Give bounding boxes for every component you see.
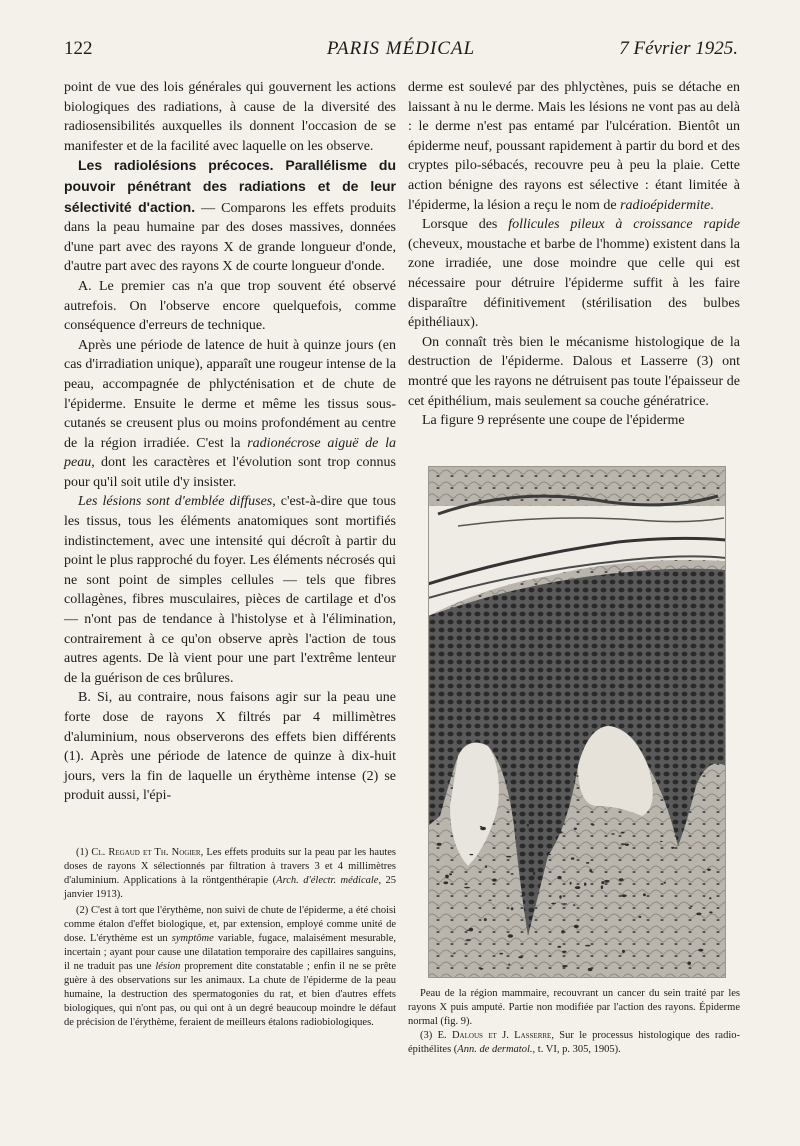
paragraph: B. Si, au contraire, nous faisons agir sur la peau une forte dose de rayons X filtrés par 4 millimètres d'aluminium, nous observerons des effets bien différents (1). Après une période de latence de quinze à dix-huit jours, vers la fin de laquelle un érythème intense (2) se produit aussi, l'épi-: [64, 690, 396, 804]
paragraph: Après une période de latence de huit à quinze jours (en cas d'irradiation unique), apparaît une rougeur intense de la peau, accompagnée de phlycténisation et de chute de l'épiderme. Ensuite le derme et même les tissus sous-cutanés se creusent plus ou moins profondément au centre de la région irradiée. C'est la radionécrose aiguë de la peau, dont les caractères et l'évolution sont trop connus pour qu'il soit utile d'y insister.: [64, 337, 396, 490]
page-header: [64, 38, 738, 68]
figure-caption: Peau de la région mammaire, recouvrant un cancer du sein traité par les rayons X puis amputé. Partie non modifiée par l'action des rayons. Épiderme normal (fig. 9).: [408, 988, 740, 1027]
emphasis: radioépidermite: [620, 197, 711, 213]
paragraph: derme est soulevé par des phlyctènes, puis se détache en laissant à nu le derme. Mais les lésions ne vont pas au delà : le derme n'est pas entamé par l'ulcération. Bientôt un épiderme neuf, poussant rapidement à partir du bord et des cryptes pilo-sébacés, recouvre peu à peu la plaie. Cette action bénigne des rayons est sélective : étant limitée à l'épiderme, la lésion a reçu le nom de radioépidermite.: [408, 80, 740, 213]
author-names: Cl. Regaud et Th. Nogier: [91, 847, 201, 858]
paragraph: Les lésions sont d'emblée diffuses, c'est-à-dire que tous les tissus, tous les éléments anatomiques sont mortifiés indistinctement, avec une intensité qui décroît à partir du point le plus rapproché du foyer. Les éléments nécrosés qui ne sont point de simples cellules — tels que fibres collagènes, fibres musculaires, pièces de cartilage et d'os — n'ont pas de tendance à l'histolyse et à l'élimination, contrairement à ce qu'on observe après l'action de tous autres agents. De là vient pour une part l'extrême lenteur de la guérison de ces brûlures.: [64, 494, 397, 686]
author-names: E. Dalous et J. Lasserre: [437, 1030, 552, 1041]
paragraph: point de vue des lois générales qui gouvernent les actions biologiques des radiations, à cause de la diversité des radiosensibilités auxquelles ils donnent l'occasion de se manifester et de la facilité avec laquelle on les observe.: [64, 80, 396, 154]
footnotes-right: [408, 1029, 740, 1059]
right-column: [408, 78, 740, 431]
footnote-1: (1) Cl. Regaud et Th. Nogier, Les effets produits sur la peau par les hautes doses de rayons X sélectionnés par filtration à travers 3 et 4 millimètres d'aluminium. Applications à la röntgenthérapie (Arch. d'électr. médicale, 25 janvier 1913).: [64, 847, 396, 900]
emphasis: Les lésions sont d'emblée diffuses: [78, 494, 273, 510]
paragraph: Lorsque des follicules pileux à croissance rapide (cheveux, moustache et barbe de l'homme) existent dans la zone irradiée, une dose moindre que celle qui est nécessaire pour détruire l'épiderme suffit à les faire disparaître définitivement (stérilisation des bulbes épithéliaux).: [408, 217, 740, 331]
footnote-3: (3) E. Dalous et J. Lasserre, Sur le processus histologique des radio-épithélites (Ann. de dermatol., t. VI, p. 305, 1905).: [408, 1030, 740, 1055]
footnote-2: (2) C'est à tort que l'érythème, non suivi de chute de l'épiderme, a été choisi comme étalon d'effet biologique, et, par extension, employé comme unité de dose. L'érythème est un symptôme variable, fugace, malaisément mesurable, incertain ; ayant pour cause une dilatation temporaire des capillaires sanguins, il ne traduit pas une lésion proprement dite constatable ; enfin il ne se prête guère à des observations sur les animaux. La chute de l'épiderme de la peau humaine, la destruction des spermatogonies du rat, et bien d'autres effets biologiques, qui n'ont pas, ou qui ont à un degré beaucoup moindre le défaut de précision de l'érythème, feraient de meilleurs étalons radiobiologiques.: [64, 905, 397, 1028]
section-intro: — Comparons les effets produits dans la peau humaine par des doses massives, données d'une part avec des rayons X de grande longueur d'onde, d'autre part avec des rayons X de courte longueur d'onde.: [64, 200, 396, 275]
left-column: [64, 78, 396, 806]
histology-image: [428, 466, 726, 978]
footnotes-left: [64, 846, 396, 1032]
page-number: 122: [64, 38, 93, 59]
paragraph: La figure 9 représente une coupe de l'épiderme: [422, 413, 685, 429]
section-paragraph: [64, 156, 396, 277]
journal-title: PARIS MÉDICAL: [326, 38, 476, 59]
emphasis: radionécrose aiguë de la peau: [64, 435, 396, 471]
section-heading: Les radiolésions précoces. Parallélisme du pouvoir pénétrant des radiations et de leur sélectivité d'action.: [64, 157, 396, 215]
histology-figure: [428, 466, 726, 978]
paragraph: A. Le premier cas n'a que trop souvent été observé autrefois. On l'observe encore quelquefois, comme conséquence d'erreurs de technique.: [64, 278, 396, 334]
emphasis: follicules pileux à croissance rapide: [508, 217, 740, 233]
issue-date: 7 Février 1925.: [619, 38, 738, 59]
paragraph: On connaît très bien le mécanisme histologique de la destruction de l'épiderme. Dalous et Lasserre (3) ont montré que les rayons ne détruisent pas toute l'épaisseur de cet épithélium, mais seulement sa couche génératrice.: [408, 334, 740, 409]
